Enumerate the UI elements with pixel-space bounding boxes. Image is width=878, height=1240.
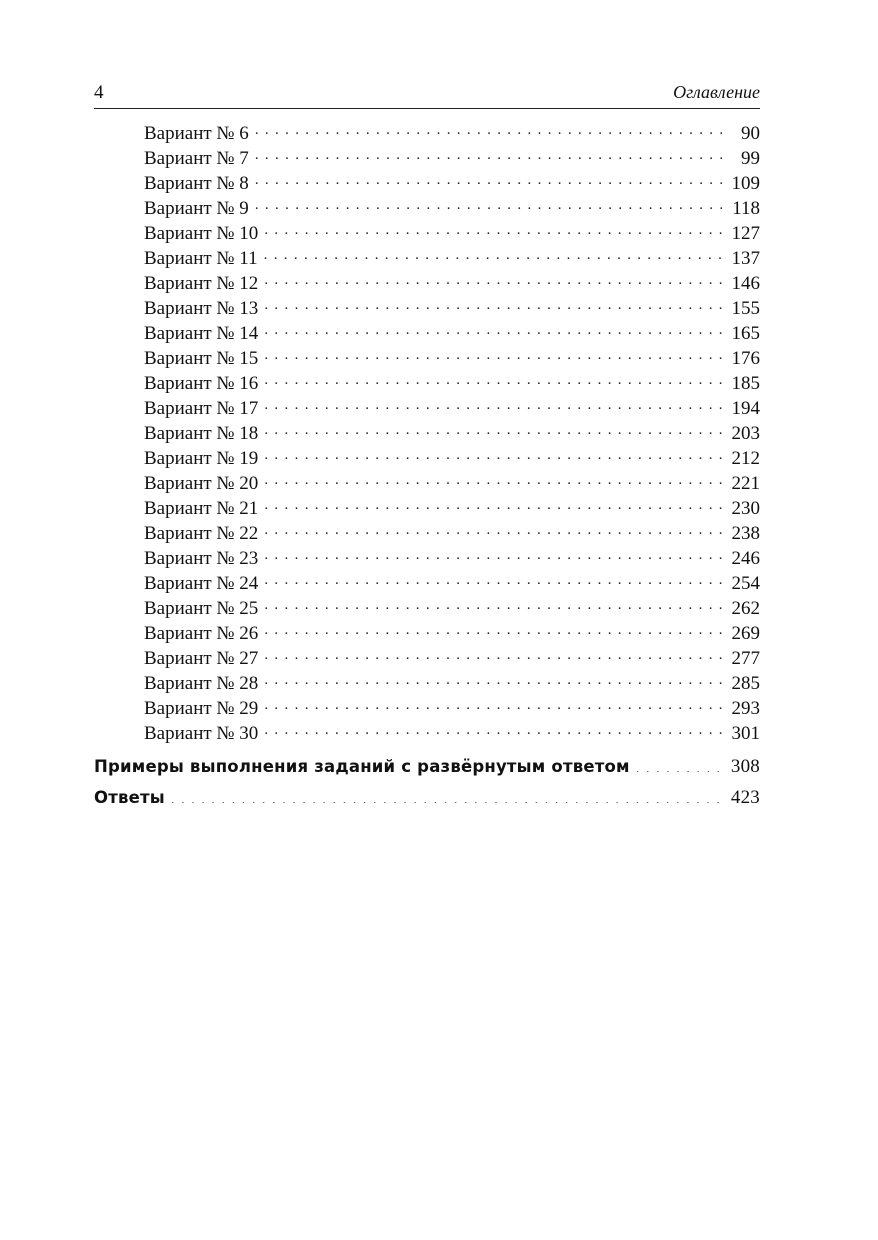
toc-entry-label: Вариант № 14 bbox=[144, 323, 259, 344]
toc-entry-variant-26[interactable] bbox=[94, 620, 760, 645]
toc-entry-page: 301 bbox=[731, 723, 760, 744]
toc-entry-label: Вариант № 12 bbox=[144, 273, 259, 294]
dot-leader bbox=[255, 120, 722, 139]
page-header bbox=[94, 80, 760, 109]
dot-leader bbox=[255, 195, 722, 214]
dot-leader bbox=[264, 545, 722, 564]
toc-entry-label: Вариант № 23 bbox=[144, 548, 259, 569]
toc-entry-label: Вариант № 28 bbox=[144, 673, 259, 694]
table-of-contents bbox=[94, 120, 760, 813]
toc-entry-page: 155 bbox=[731, 298, 760, 319]
dot-leader bbox=[264, 520, 722, 539]
dot-leader bbox=[264, 345, 722, 364]
toc-entry-examples[interactable] bbox=[94, 751, 760, 782]
toc-entry-variant-18[interactable] bbox=[94, 420, 760, 445]
toc-entry-page: 238 bbox=[731, 523, 760, 544]
toc-entry-variant-12[interactable] bbox=[94, 270, 760, 295]
toc-entry-page: 277 bbox=[731, 648, 760, 669]
toc-entry-label: Вариант № 30 bbox=[144, 723, 259, 744]
toc-entry-variant-21[interactable] bbox=[94, 495, 760, 520]
dot-leader bbox=[255, 145, 722, 164]
dot-leader bbox=[264, 570, 722, 589]
toc-entry-label: Вариант № 27 bbox=[144, 648, 259, 669]
toc-entry-page: 221 bbox=[731, 473, 760, 494]
toc-entry-label: Вариант № 10 bbox=[144, 223, 259, 244]
page-number: 4 bbox=[94, 82, 104, 103]
toc-entry-variant-24[interactable] bbox=[94, 570, 760, 595]
toc-entry-label: Вариант № 7 bbox=[144, 148, 249, 169]
toc-entry-label: Вариант № 20 bbox=[144, 473, 259, 494]
dot-leader bbox=[264, 470, 722, 489]
toc-entry-variant-20[interactable] bbox=[94, 470, 760, 495]
toc-entry-variant-28[interactable] bbox=[94, 670, 760, 695]
dot-leader bbox=[264, 445, 722, 464]
toc-entry-label: Вариант № 21 bbox=[144, 498, 259, 519]
toc-entry-label: Вариант № 19 bbox=[144, 448, 259, 469]
toc-entry-label: Вариант № 24 bbox=[144, 573, 259, 594]
toc-entry-variant-10[interactable] bbox=[94, 220, 760, 245]
toc-entry-page: 194 bbox=[731, 398, 760, 419]
toc-entry-page: 127 bbox=[731, 223, 760, 244]
toc-entry-variant-16[interactable] bbox=[94, 370, 760, 395]
toc-entry-page: 308 bbox=[730, 756, 760, 777]
dot-leader bbox=[264, 370, 722, 389]
toc-entry-variant-6[interactable] bbox=[94, 120, 760, 145]
toc-entry-label: Вариант № 6 bbox=[144, 123, 249, 144]
toc-entry-page: 185 bbox=[731, 373, 760, 394]
toc-entry-variant-15[interactable] bbox=[94, 345, 760, 370]
toc-entry-page: 262 bbox=[731, 598, 760, 619]
dot-leader bbox=[264, 720, 722, 739]
toc-entry-label: Вариант № 18 bbox=[144, 423, 259, 444]
toc-entry-label: Примеры выполнения заданий с развёрнутым ответом bbox=[94, 757, 630, 776]
dot-leader bbox=[264, 595, 722, 614]
dot-leader bbox=[264, 245, 722, 264]
toc-entry-page: 212 bbox=[731, 448, 760, 469]
toc-entry-variant-23[interactable] bbox=[94, 545, 760, 570]
toc-entry-label: Вариант № 9 bbox=[144, 198, 249, 219]
dot-leader bbox=[264, 295, 722, 314]
toc-entry-variant-9[interactable] bbox=[94, 195, 760, 220]
running-title: Оглавление bbox=[673, 82, 760, 102]
dot-leader bbox=[264, 620, 722, 639]
toc-entry-page: 137 bbox=[731, 248, 760, 269]
toc-entry-label: Вариант № 15 bbox=[144, 348, 259, 369]
toc-entry-variant-14[interactable] bbox=[94, 320, 760, 345]
toc-entry-page: 423 bbox=[730, 787, 760, 808]
toc-entry-variant-19[interactable] bbox=[94, 445, 760, 470]
dot-leader bbox=[255, 170, 722, 189]
toc-entry-label: Вариант № 25 bbox=[144, 598, 259, 619]
toc-entry-page: 90 bbox=[741, 123, 760, 144]
toc-entry-label: Вариант № 22 bbox=[144, 523, 259, 544]
toc-entry-label: Ответы bbox=[94, 788, 165, 807]
toc-entry-label: Вариант № 26 bbox=[144, 623, 259, 644]
dot-leader bbox=[636, 756, 722, 773]
toc-entry-label: Вариант № 8 bbox=[144, 173, 249, 194]
toc-entry-page: 254 bbox=[731, 573, 760, 594]
toc-entry-page: 176 bbox=[731, 348, 760, 369]
toc-entry-page: 99 bbox=[741, 148, 760, 169]
toc-entry-variant-17[interactable] bbox=[94, 395, 760, 420]
dot-leader bbox=[264, 320, 722, 339]
toc-entry-variant-7[interactable] bbox=[94, 145, 760, 170]
toc-entry-variant-13[interactable] bbox=[94, 295, 760, 320]
toc-entry-variant-27[interactable] bbox=[94, 645, 760, 670]
toc-entry-page: 109 bbox=[731, 173, 760, 194]
toc-entry-variant-11[interactable] bbox=[94, 245, 760, 270]
toc-entry-page: 269 bbox=[731, 623, 760, 644]
toc-entry-page: 293 bbox=[731, 698, 760, 719]
toc-entry-label: Вариант № 29 bbox=[144, 698, 259, 719]
toc-entry-label: Вариант № 17 bbox=[144, 398, 259, 419]
toc-entry-page: 285 bbox=[731, 673, 760, 694]
toc-entry-page: 203 bbox=[731, 423, 760, 444]
dot-leader bbox=[264, 220, 722, 239]
toc-entry-answers[interactable] bbox=[94, 782, 760, 813]
dot-leader bbox=[171, 787, 722, 804]
toc-entry-page: 230 bbox=[731, 498, 760, 519]
toc-entry-page: 146 bbox=[731, 273, 760, 294]
dot-leader bbox=[264, 645, 722, 664]
dot-leader bbox=[264, 420, 722, 439]
toc-entry-variant-8[interactable] bbox=[94, 170, 760, 195]
toc-entry-label: Вариант № 16 bbox=[144, 373, 259, 394]
dot-leader bbox=[264, 270, 722, 289]
dot-leader bbox=[264, 695, 722, 714]
toc-entry-page: 246 bbox=[731, 548, 760, 569]
dot-leader bbox=[264, 670, 722, 689]
toc-entry-page: 165 bbox=[731, 323, 760, 344]
toc-entry-variant-30[interactable] bbox=[94, 720, 760, 745]
toc-entry-label: Вариант № 11 bbox=[144, 248, 258, 269]
dot-leader bbox=[264, 495, 722, 514]
dot-leader bbox=[264, 395, 722, 414]
toc-entry-variant-22[interactable] bbox=[94, 520, 760, 545]
toc-entry-label: Вариант № 13 bbox=[144, 298, 259, 319]
toc-entry-variant-25[interactable] bbox=[94, 595, 760, 620]
toc-entry-page: 118 bbox=[732, 198, 760, 219]
toc-entry-variant-29[interactable] bbox=[94, 695, 760, 720]
